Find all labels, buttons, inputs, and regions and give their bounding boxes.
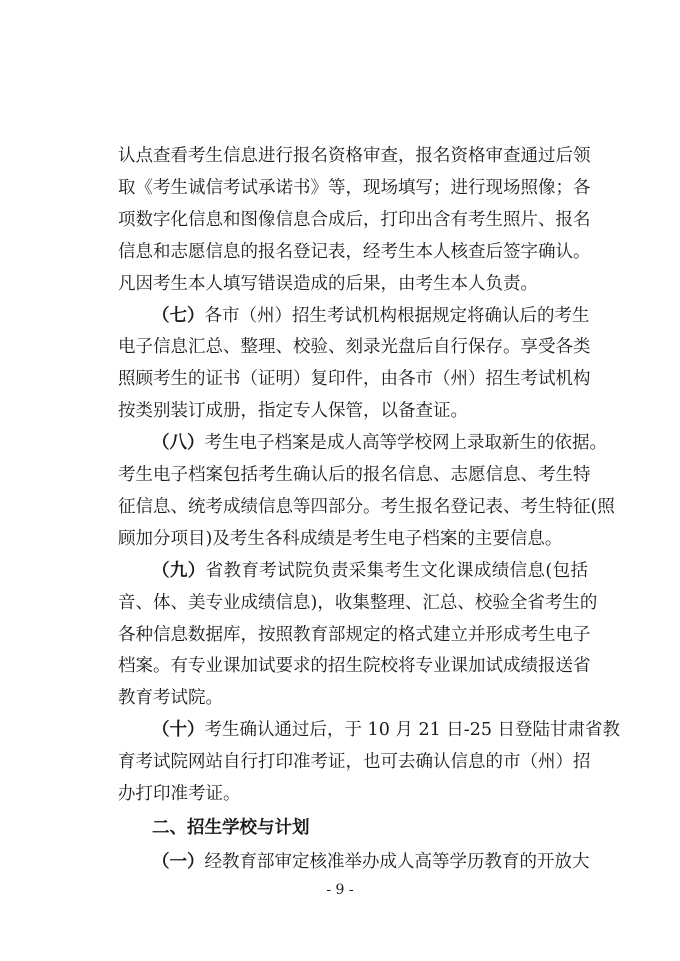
paragraph-line: 教育考试院。 [118, 688, 223, 708]
paragraph-line: 档案。有专业课加试要求的招生院校将专业课加试成绩报送省 [118, 656, 591, 676]
paragraph-line: 电子信息汇总、整理、校验、刻录光盘后自行保存。享受各类 [118, 337, 591, 357]
paragraph-text: 各市（州）招生考试机构根据规定将确认后的考生 [204, 306, 590, 326]
paragraph-line: 征信息、统考成绩信息等四部分。考生报名登记表、考生特征(照 [118, 497, 615, 517]
paragraph-label: （七） [152, 306, 205, 326]
paragraph-line: 音、体、美专业成绩信息)，收集整理、汇总、校验全省考生的 [118, 593, 598, 613]
paragraph-line: 育考试院网站自行打印准考证，也可去确认信息的市（州）招 [118, 752, 591, 772]
paragraph-line: 取《考生诚信考试承诺书》等，现场填写；进行现场照像；各 [118, 178, 591, 198]
paragraph-first-line [152, 301, 588, 331]
paragraph-line: 按类别装订成册，指定专人保管，以备查证。 [118, 401, 468, 421]
paragraph-line: 认点查看考生信息进行报名资格审查，报名资格审查通过后领 [118, 146, 591, 166]
paragraph-label: （十） [152, 720, 205, 740]
paragraph-text: 经教育部审定核准举办成人高等学历教育的开放大 [204, 852, 590, 872]
paragraph-line: 考生电子档案包括考生确认后的报名信息、志愿信息、考生特 [118, 465, 591, 485]
paragraph-first-line [152, 847, 588, 877]
paragraph-text: 省教育考试院负责采集考生文化课成绩信息(包括 [205, 561, 589, 581]
paragraph-line: 信息和志愿信息的报名登记表，经考生本人核查后签字确认。 [118, 242, 591, 262]
paragraph-line: 顾加分项目)及考生各科成绩是考生电子档案的主要信息。 [118, 529, 563, 549]
paragraph-text: 考生电子档案是成人高等学校网上录取新生的依据。 [204, 433, 607, 453]
paragraph-first-line [152, 428, 607, 458]
section-heading: 二、招生学校与计划 [152, 818, 310, 838]
paragraph-label: （九） [152, 561, 206, 581]
page-number: - 9 - [326, 882, 354, 898]
paragraph-first-line [152, 715, 621, 745]
paragraph-label: （八） [152, 433, 205, 453]
paragraph-label: （一） [152, 852, 205, 872]
paragraph-line: 办打印准考证。 [118, 784, 241, 804]
paragraph-line: 凡因考生本人填写错误造成的后果，由考生本人负责。 [118, 274, 538, 294]
paragraph-line: 照顾考生的证书（证明）复印件，由各市（州）招生考试机构 [118, 369, 591, 389]
paragraph-first-line [152, 556, 588, 586]
paragraph-line: 各种信息数据库，按照教育部规定的格式建立并形成考生电子 [118, 625, 591, 645]
paragraph-line: 项数字化信息和图像信息合成后，打印出含有考生照片、报名 [118, 210, 591, 230]
paragraph-text: 考生确认通过后，于 10 月 21 日-25 日登陆甘肃省教 [204, 720, 621, 740]
